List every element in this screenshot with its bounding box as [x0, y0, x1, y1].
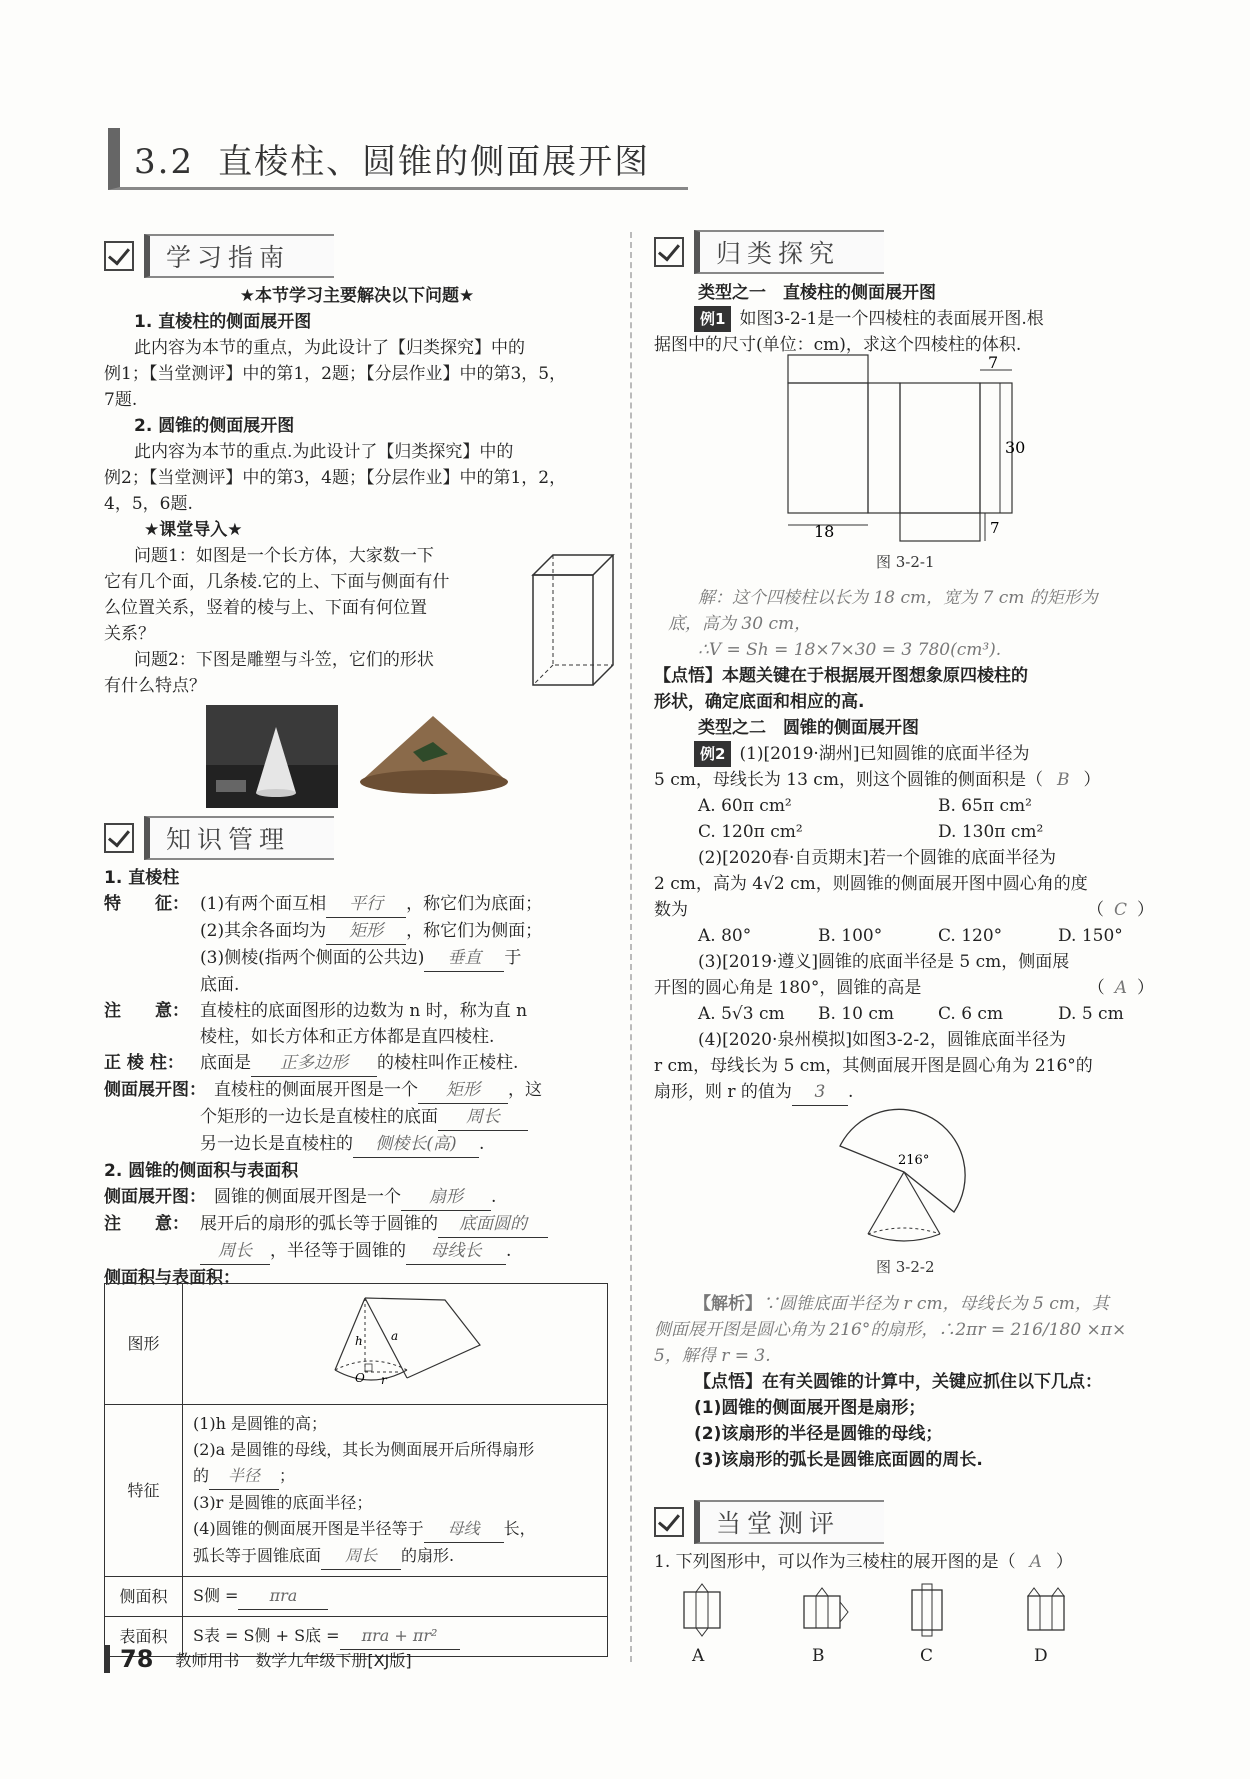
dim-7-bottom: 7: [990, 519, 1000, 537]
cone-table: 图形 h a O r 特征 (1)h 是圆锥的高； (2)a 是圆锥的母线，其长为侧面展开后所得扇形 的 半径 ； (3)r 是圆锥的底面半径； (4)圆锥的侧面展开图是半径等于 母线 长， 弧长等于圆锥底面 周长 的扇形. 侧面积 S侧 = πra 表面积 S表 = S侧 + S底 = πra + πr²: [104, 1283, 608, 1657]
bamboo-hat-photo: [358, 712, 508, 797]
book-info: 教师用书 数学九年级下册[XJ版]: [175, 1650, 412, 1670]
knowledge-heading: 知识管理: [104, 818, 334, 858]
label-h: h: [355, 1334, 363, 1348]
example-tag: 例1: [694, 306, 731, 332]
page-number: 78: [104, 1645, 153, 1673]
check-icon: [104, 241, 134, 271]
label-a: a: [391, 1329, 399, 1343]
guide-text: ★本节学习主要解决以下问题★ 1. 直棱柱的侧面展开图 此内容为本节的重点，为此设计了【归类探究】中的 例1；【当堂测评】中的第1，2题；【分层作业】中的第3，5， 7题. 2. 圆锥的侧面展开图 此内容为本节的重点.为此设计了【归类探究】中的 例2；【当堂测评】中的第3，4题；【分层作业】中的第1，2， 4，5，6题. ★课堂导入★: [104, 286, 567, 540]
analysis-text: 【解析】∵圆锥底面半径为 r cm，母线长为 5 cm，其 侧面展开图是圆心角为 216°的扇形，∴2πr = 216/180 ×π× 5，解得 r = 3. 【点悟】在有关圆锥的计算中，关键应抓住以下几点： (1)圆锥的侧面展开图是扇形； (2)该扇形的半径是圆锥的母线； (3)该扇形的弧长是圆锥底面圆的周长.: [654, 1294, 1127, 1470]
option-labels: A B C D: [692, 1646, 1048, 1666]
explore-heading: 归类探究: [654, 232, 884, 272]
prism-net-figure: [780, 353, 1026, 545]
column-divider: [630, 232, 632, 1662]
label-o: O: [355, 1371, 365, 1385]
test-q1: 1. 下列图形中，可以作为三棱柱的展开图的是（ A ）: [654, 1552, 1073, 1572]
check-icon: [654, 237, 684, 267]
example1-solution: 解：这个四棱柱以长为 18 cm，宽为 7 cm 的矩形为 底，高为 30 cm， ∴V = Sh = 18×7×30 = 3 780(cm³). 【点悟】本题关键在于根据展开图想象原四棱柱的 形状，确定底面和相应的高. 类型之二 圆锥的侧面展开图 例2 (1)[2019·湖州]已知圆锥的底面半径为 5 cm，母线长为 13 cm，则这个圆锥的侧面积是（ B ） A. 60π cm² B. 65π cm² C. 120π cm² D. 130π cm² (2)[2020春·自贡期末]若一个圆锥的底面半径为 2 cm，高为 4√2 cm，则圆锥的侧面展开图中圆心角的度 数为 （ C ） A. 80° B. 100° C. 120° D. 150° (3)[2019·遵义]圆锥的底面半径是 5 cm，侧面展 开图的圆心角是 180°，圆锥的高是 （ A ） A. 5√3 cm B. 10 cm C. 6 cm D. 5 cm (4)[2020·泉州模拟]如图3-2-2，圆锥底面半径为 r cm，母线长为 5 cm，其侧面展开图是圆心角为 216°的 扇形，则 r 的值为 3 .: [654, 585, 1174, 1106]
cone-figure: [295, 1290, 495, 1390]
cuboid-figure: [528, 550, 618, 690]
example-tag: 例2: [694, 741, 731, 767]
guide-heading: 学习指南: [104, 236, 334, 276]
dim-18: 18: [814, 522, 835, 541]
sculpture-photo: [206, 705, 338, 808]
knowledge-text: 1. 直棱柱 特 征： (1)有两个面互相 平行 ，称它们为底面； (2)其余各面均为 矩形 ，称它们为侧面； (3)侧棱(指两个侧面的公共边) 垂直 于 底面. 注 意： 直棱柱的底面图形的边数为 n 时，称为直 n 棱柱，如长方体和正方体都是直四棱柱. 正 棱 柱： 底面是 正多边形 的棱柱叫作正棱柱. 侧面展开图： 直棱柱的侧面展开图是一个 矩形 ，这 个矩形的一边长是直棱柱的底面 周长 另一边长是直棱柱的 侧棱长(高) . 2. 圆锥的侧面积与表面积 侧面展开图： 圆锥的侧面展开图是一个 扇形 . 注 意： 展开后的扇形的弧长等于圆锥的 底面圆的 周长 ，半径等于圆锥的 母线长 . 侧面积与表面积：: [104, 865, 616, 1291]
fig2-caption: 图 3-2-2: [876, 1258, 935, 1276]
option-d-net: [1028, 1588, 1064, 1630]
angle-216: 216°: [898, 1153, 930, 1168]
section-number: 3.2: [134, 142, 195, 182]
intro-questions: 问题1：如图是一个长方体，大家数一下 它有几个面，几条棱.它的上、下面与侧面有什 么位置关系，竖着的棱与上、下面有何位置 关系？ 问题2：下图是雕塑与斗笠，它们的形状 有什么特点？: [104, 546, 450, 696]
footer: [104, 1645, 412, 1673]
section-title: 直棱柱、圆锥的侧面展开图: [218, 142, 651, 182]
label-r: r: [381, 1373, 387, 1387]
test-heading: 当堂测评: [654, 1502, 884, 1542]
option-a-net: [684, 1584, 720, 1636]
example1-text: 类型之一 直棱柱的侧面展开图 例1 如图3-2-1是一个四棱柱的表面展开图.根 据图中的尺寸(单位：cm)，求这个四棱柱的体积.: [654, 283, 1044, 355]
prism-net-options: [674, 1582, 1094, 1638]
chapter-title: [108, 128, 688, 190]
option-c-net: [912, 1584, 942, 1636]
fig1-caption: 图 3-2-1: [876, 553, 935, 571]
check-icon: [654, 1507, 684, 1537]
dim-30: 30: [1005, 438, 1026, 457]
check-icon: [104, 823, 134, 853]
option-b-net: [804, 1588, 848, 1628]
sector-cone-figure: [836, 1100, 986, 1250]
dim-7-top: 7: [988, 353, 999, 372]
